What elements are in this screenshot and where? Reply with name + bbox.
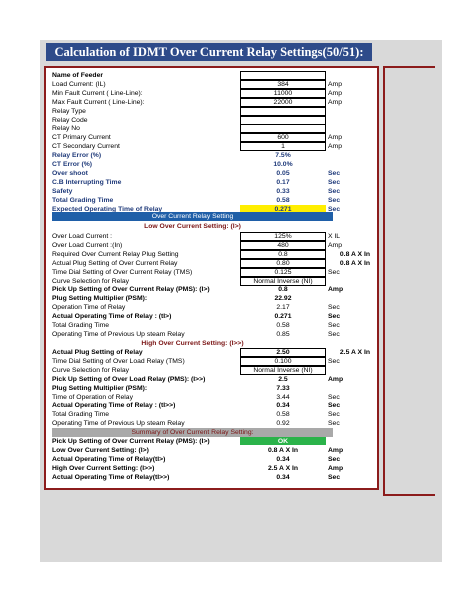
low-oc-label: Operation Time of Relay xyxy=(52,304,126,312)
low-oc-label: Curve Selection for Relay xyxy=(52,277,130,285)
feeder-value: 0.271 xyxy=(240,205,326,213)
high-oc-value: 0.34 xyxy=(276,402,290,410)
feeder-label: Relay Code xyxy=(52,116,88,124)
summary-row xyxy=(52,455,370,464)
high-oc-input[interactable]: 0.100 xyxy=(240,357,326,366)
high-oc-row xyxy=(52,401,370,410)
high-oc-input[interactable]: Normal Inverse (NI) xyxy=(240,366,326,375)
high-oc-row xyxy=(52,357,370,366)
feeder-value: 0.58 xyxy=(276,196,290,204)
low-oc-label: Required Over Current Relay Plug Setting xyxy=(52,250,179,258)
high-oc-unit: Sec xyxy=(328,420,340,428)
high-oc-row xyxy=(52,419,370,428)
feeder-input[interactable]: 600 xyxy=(240,133,326,142)
feeder-row xyxy=(52,187,370,196)
feeder-value: 0.33 xyxy=(276,187,290,195)
summary-unit: Sec xyxy=(328,473,341,481)
low-oc-unit: Amp xyxy=(328,286,344,294)
low-oc-row xyxy=(52,321,370,330)
feeder-row xyxy=(52,71,370,80)
feeder-unit: Sec xyxy=(328,187,341,195)
low-oc-unit: Amp xyxy=(328,241,342,249)
feeder-row xyxy=(52,89,370,98)
summary-value: 0.8 A X In xyxy=(267,446,299,454)
feeder-label: C.B Interrupting Time xyxy=(52,178,122,186)
low-oc-input[interactable]: 0.80 xyxy=(240,259,326,268)
high-oc-label: Time of Operation of Relay xyxy=(52,393,133,401)
feeder-label: Total Grading Time xyxy=(52,196,114,204)
feeder-row xyxy=(52,160,370,169)
feeder-row xyxy=(52,169,370,178)
summary-row xyxy=(52,446,370,455)
high-oc-row xyxy=(52,410,370,419)
feeder-unit: Amp xyxy=(328,98,342,106)
low-oc-value: 0.85 xyxy=(276,330,290,338)
summary-value: OK xyxy=(240,437,326,445)
high-oc-label: Total Grading Time xyxy=(52,411,110,419)
low-oc-row xyxy=(52,330,370,339)
high-oc-unit: Sec xyxy=(328,402,341,410)
low-oc-unit: X IL xyxy=(328,233,341,240)
low-oc-label: Actual Operating Time of Relay : (tI>) xyxy=(52,313,172,321)
high-oc-row xyxy=(52,393,370,402)
feeder-unit: Sec xyxy=(328,196,341,204)
feeder-unit: Amp xyxy=(328,89,342,97)
section-header-summary: Summary of Over Current Relay Setting: xyxy=(52,428,333,437)
feeder-input[interactable] xyxy=(240,107,326,116)
feeder-label: Expected Operating Time of Relay xyxy=(52,205,163,213)
high-oc-input[interactable]: 2.50 xyxy=(240,348,326,357)
low-oc-unit: Sec xyxy=(328,322,340,329)
low-oc-unit: Sec xyxy=(328,330,340,338)
feeder-value: 0.17 xyxy=(276,178,290,186)
high-oc-row xyxy=(52,375,370,384)
low-oc-label: Total Grading Time xyxy=(52,322,110,329)
high-oc-label: Actual Operating Time of Relay : (tI>>) xyxy=(52,402,176,410)
summary-value: 0.34 xyxy=(276,473,290,481)
feeder-row xyxy=(52,98,370,107)
high-oc-unit: Sec xyxy=(328,357,340,365)
feeder-label: Max Fault Current ( Line-Line): xyxy=(52,98,145,106)
feeder-label: Load Current: (IL) xyxy=(52,80,106,88)
low-oc-row xyxy=(52,268,370,277)
high-oc-unit: Sec xyxy=(328,393,340,401)
feeder-unit: Amp xyxy=(328,80,342,88)
low-oc-row xyxy=(52,294,370,303)
feeder-input[interactable]: 11000 xyxy=(240,89,326,98)
feeder-unit: Sec xyxy=(328,169,341,177)
feeder-label: CT Error (%) xyxy=(52,161,93,168)
low-oc-input[interactable]: 0.125 xyxy=(240,268,326,277)
low-oc-unit: 0.8 A X In xyxy=(339,259,370,267)
summary-unit: Sec xyxy=(328,455,341,463)
high-oc-row xyxy=(52,384,370,393)
side-panel xyxy=(383,66,435,496)
summary-unit: Amp xyxy=(328,446,344,454)
feeder-value: 10.0% xyxy=(273,161,293,168)
low-oc-unit: 0.8 A X In xyxy=(339,250,370,258)
feeder-input[interactable] xyxy=(240,124,326,133)
low-oc-row xyxy=(52,285,370,294)
low-oc-label: Operating Time of Previous Up steam Relay xyxy=(52,330,185,338)
low-oc-row xyxy=(52,232,370,241)
low-oc-label: Pick Up Setting of Over Current Relay (PMS): (I>) xyxy=(52,286,210,294)
high-oc-label: Actual Plug Setting of Relay xyxy=(52,349,143,356)
feeder-row xyxy=(52,133,370,142)
feeder-row xyxy=(52,124,370,133)
feeder-value: 0.05 xyxy=(276,169,290,177)
summary-unit: Amp xyxy=(328,464,344,472)
summary-label: Low Over Current Setting: (I>) xyxy=(52,446,149,454)
high-oc-row xyxy=(52,366,370,375)
low-oc-label: Time Dial Setting of Over Current Relay (TMS) xyxy=(52,268,193,276)
low-oc-value: 22.92 xyxy=(274,295,292,303)
low-oc-label: Over Load Current : xyxy=(52,233,113,240)
feeder-label: Relay No xyxy=(52,125,80,133)
summary-label: Actual Operating Time of Relay(tI>) xyxy=(52,455,166,463)
low-oc-unit: Sec xyxy=(328,304,340,312)
feeder-row xyxy=(52,178,370,187)
feeder-row xyxy=(52,116,370,125)
high-oc-unit: Sec xyxy=(328,411,340,419)
low-oc-row xyxy=(52,241,370,250)
feeder-row xyxy=(52,107,370,116)
feeder-label: Relay Error (%) xyxy=(52,152,102,160)
low-oc-value: 0.271 xyxy=(274,313,292,321)
high-oc-label: Time Dial Setting of Over Load Relay (TMS) xyxy=(52,357,185,365)
summary-label: Actual Operating Time of Relay(tI>>) xyxy=(52,473,170,481)
high-oc-row xyxy=(52,348,370,357)
feeder-input[interactable]: 384 xyxy=(240,80,326,89)
feeder-row xyxy=(52,196,370,205)
low-oc-unit: Sec xyxy=(328,313,341,321)
feeder-row xyxy=(52,151,370,160)
feeder-input[interactable] xyxy=(240,116,326,125)
feeder-row xyxy=(52,80,370,89)
high-oc-value: 7.33 xyxy=(276,384,290,392)
feeder-row xyxy=(52,142,370,151)
summary-value: 2.5 A X In xyxy=(267,464,299,472)
high-oc-value: 0.58 xyxy=(276,411,290,419)
low-oc-unit: Sec xyxy=(328,268,340,276)
low-oc-row xyxy=(52,312,370,321)
summary-label: Pick Up Setting of Over Current Relay (PMS): (I>) xyxy=(52,438,210,445)
feeder-input[interactable] xyxy=(240,71,326,80)
low-oc-input[interactable]: 0.8 xyxy=(240,250,326,259)
high-oc-unit: 2.5 A X In xyxy=(339,349,370,356)
high-overcurrent-header: High Over Current Setting: (I>>) xyxy=(141,340,244,347)
summary-value: 0.34 xyxy=(276,455,290,463)
low-oc-value: 2.17 xyxy=(276,304,290,312)
feeder-label: Over shoot xyxy=(52,169,88,177)
low-oc-value: 0.8 xyxy=(278,286,288,294)
feeder-label: Safety xyxy=(52,187,73,195)
high-oc-value: 3.44 xyxy=(276,393,290,401)
low-oc-row xyxy=(52,259,370,268)
feeder-label: Name of Feeder xyxy=(52,72,103,79)
high-oc-label: Operating Time of Previous Up steam Relay xyxy=(52,420,185,428)
high-oc-label: Plug Setting Multiplier (PSM): xyxy=(52,384,148,392)
low-overcurrent-header: Low Over Current Setting: (I>) xyxy=(144,223,241,230)
low-oc-row xyxy=(52,303,370,312)
feeder-unit: Sec xyxy=(328,205,341,213)
low-oc-input[interactable]: 125% xyxy=(240,232,326,241)
low-oc-row xyxy=(52,250,370,259)
feeder-value: 7.5% xyxy=(275,152,291,160)
feeder-unit: Sec xyxy=(328,178,341,186)
feeder-label: Min Fault Current ( Line-Line): xyxy=(52,89,143,97)
high-oc-unit: Amp xyxy=(328,375,344,383)
feeder-input[interactable]: 22000 xyxy=(240,98,326,107)
feeder-label: CT Primary Current xyxy=(52,134,111,142)
page-title: Calculation of IDMT Over Current Relay Settings(50/51): xyxy=(46,43,372,61)
high-oc-label: Pick Up Setting of Over Load Relay (PMS): (I>>) xyxy=(52,375,206,383)
summary-row xyxy=(52,473,370,482)
feeder-unit: Amp xyxy=(328,143,342,151)
summary-label: High Over Current Setting: (I>>) xyxy=(52,464,155,472)
summary-row xyxy=(52,464,370,473)
high-oc-value: 2.5 xyxy=(278,375,288,383)
low-oc-input[interactable]: 480 xyxy=(240,241,326,250)
high-oc-value: 0.92 xyxy=(276,420,290,428)
low-oc-label: Plug Setting Multiplier (PSM): xyxy=(52,295,148,303)
section-header-ocr: Over Current Relay Setting xyxy=(52,212,333,221)
summary-row xyxy=(52,437,370,446)
feeder-label: CT Secondary Current xyxy=(52,143,120,151)
feeder-unit: Amp xyxy=(328,134,342,142)
low-oc-label: Actual Plug Setting of Over Current Relay xyxy=(52,259,178,267)
feeder-label: Relay Type xyxy=(52,107,86,115)
high-oc-label: Curve Selection for Relay xyxy=(52,366,130,374)
low-oc-value: 0.58 xyxy=(276,322,290,329)
feeder-input[interactable]: 1 xyxy=(240,142,326,151)
low-oc-label: Over Load Current :(In) xyxy=(52,241,123,249)
low-oc-row xyxy=(52,277,370,286)
low-oc-input[interactable]: Normal Inverse (NI) xyxy=(240,277,326,286)
